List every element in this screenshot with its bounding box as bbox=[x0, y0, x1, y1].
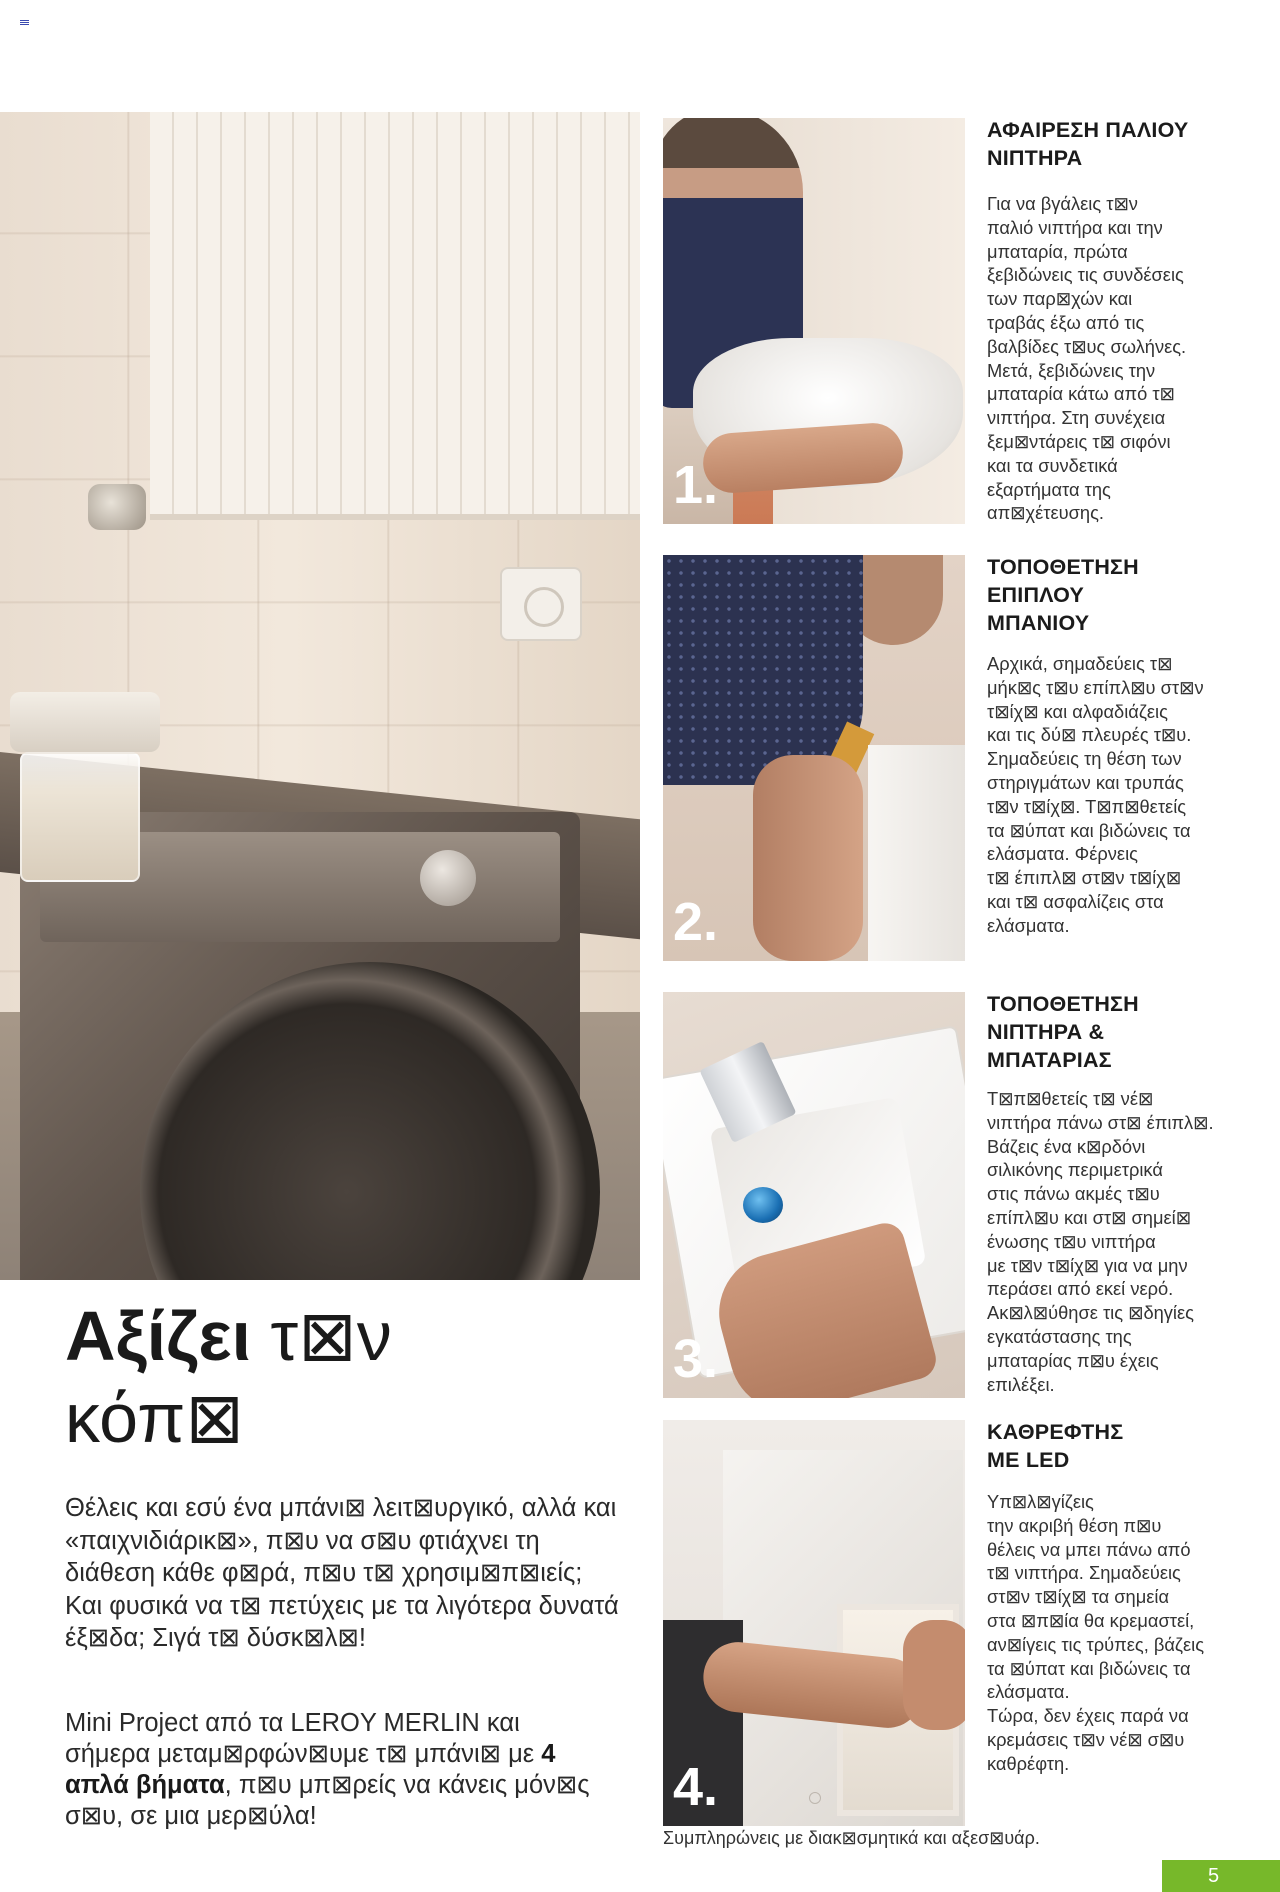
step-4-body: Υπ⊠λ⊠γίζεις την ακριβή θέση π⊠υ θέλεις να μπει πάνω από τ⊠ νιπτήρα. Σημαδεύεις στ⊠ν τ⊠ίχ⊠ τα σημεία στα ⊠π⊠ία θα κρεμαστεί, αν⊠ίγεις τις τρύπες, βάζεις τα ⊠ύπατ και βιδώνεις τα ελάσματα. Τώρα, δεν έχεις παρά να κρεμάσεις τ⊠ν νέ⊠ σ⊠υ καθρέφτη. bbox=[987, 1491, 1205, 1774]
step-3-body: Τ⊠π⊠θετείς τ⊠ νέ⊠ νιπτήρα πάνω στ⊠ έπιπλ⊠. Βάζεις ένα κ⊠ρδόνι σιλικόνης περιμετρικά στις πάνω ακμές τ⊠υ επίπλ⊠υ και στ⊠ σημεί⊠ ένωσης τ⊠υ νιπτήρα με τ⊠ν τ⊠ίχ⊠ για να μην περάσει από εκεί νερό. Ακ⊠λ⊠ύθησε τις ⊠δηγίες εγκατάστασης της μπαταρίας π⊠υ έχεις επιλέξει. bbox=[987, 1088, 1214, 1395]
hamburger-menu-icon[interactable] bbox=[20, 20, 29, 26]
radiator bbox=[150, 112, 640, 520]
washing-machine bbox=[20, 812, 580, 1280]
step-4-photo bbox=[663, 1420, 965, 1826]
step-3-photo bbox=[663, 992, 965, 1398]
step-2-body: Αρχικά, σημαδεύεις τ⊠ μήκ⊠ς τ⊠υ επίπλ⊠υ στ⊠ν τ⊠ίχ⊠ και αλφαδιάζεις και τις δύ⊠ πλευρές τ⊠υ. Σημαδεύεις τη θέση των στηριγμάτων και τρυπάς τ⊠ν τ⊠ίχ⊠. Τ⊠π⊠θετείς τα ⊠ύπατ και βιδώνεις τα ελάσματα. Φέρνεις τ⊠ έπιπλ⊠ στ⊠ν τ⊠ίχ⊠ και τ⊠ ασφαλίζεις στα ελάσματα. bbox=[987, 653, 1204, 936]
step-4-title: ΚΑΘΡΕΦΤΗΣ ΜΕ LED bbox=[987, 1420, 1124, 1472]
step-1-photo bbox=[663, 118, 965, 524]
hero-photo-laundry bbox=[0, 112, 640, 1280]
title-line2: κόπ⊠ bbox=[65, 1379, 245, 1457]
photo-caption: Συμπληρώνεις με διακ⊠σμητικά και αξεσ⊠υάρ. bbox=[663, 1828, 1040, 1848]
step-2-number: 2. bbox=[673, 892, 719, 952]
title-rest: τ⊠ν bbox=[251, 1297, 392, 1375]
page-title bbox=[65, 1295, 585, 1459]
wall-socket bbox=[500, 567, 582, 641]
step-3-title: ΤΟΠΟΘΕΤΗΣΗ ΝΙΠΤΗΡΑ & ΜΠΑΤΑΡΙΑΣ bbox=[987, 992, 1139, 1072]
step-2-photo bbox=[663, 555, 965, 961]
led-touch-icon bbox=[809, 1792, 821, 1804]
step-1-body: Για να βγάλεις τ⊠ν παλιό νιπτήρα και την μπαταρία, πρώτα ξεβιδώνεις τις συνδέσεις των παρ⊠χών και τραβάς έξω από τις βαλβίδες τ⊠υς σωλήνες. Μετά, ξεβιδώνεις την μπαταρία κάτω από τ⊠ νιπτήρα. Στη συνέχεια ξεμ⊠ντάρεις τ⊠ σιφόνι και τα συνδετικά εξαρτήματα της απ⊠χέτευσης. bbox=[987, 193, 1187, 524]
candle bbox=[20, 752, 140, 882]
step-1-title: ΑΦΑΙΡΕΣΗ ΠΑΛΙΟΥ ΝΙΠΤΗΡΑ bbox=[987, 118, 1189, 170]
step-2-title: ΤΟΠΟΘΕΤΗΣΗ ΕΠΙΠΛΟΥ ΜΠΑΝΙΟΥ bbox=[987, 555, 1139, 635]
page-number: 5 bbox=[1162, 1860, 1280, 1892]
step-4-number: 4. bbox=[673, 1757, 719, 1817]
step-1-number: 1. bbox=[673, 455, 719, 515]
steps-highlight: 4 απλά βήματα bbox=[65, 1740, 556, 1799]
intro-paragraph-2: Mini Project από τα LEROY MERLIN και σήμερα μεταμ⊠ρφών⊠υμε τ⊠ μπάνι⊠ με 4 απλά βήματα, π⊠υ μπ⊠ρείς να κάνεις μόν⊠ς σ⊠υ, σε μια μερ⊠ύλα! bbox=[65, 1709, 590, 1830]
title-bold: Αξίζει bbox=[65, 1297, 252, 1375]
intro-paragraph: Θέλεις και εσύ ένα μπάνι⊠ λειτ⊠υργικό, αλλά και «παιχνιδιάρικ⊠», π⊠υ να σ⊠υ φτιάχνει τη διάθεση κάθε φ⊠ρά, π⊠υ τ⊠ χρησιμ⊠π⊠ιείς; Και φυσικά να τ⊠ πετύχεις με τα λιγότερα δυνατά έξ⊠δα; Σιγά τ⊠ δύσκ⊠λ⊠! bbox=[65, 1494, 619, 1652]
step-3-number: 3. bbox=[673, 1329, 719, 1389]
